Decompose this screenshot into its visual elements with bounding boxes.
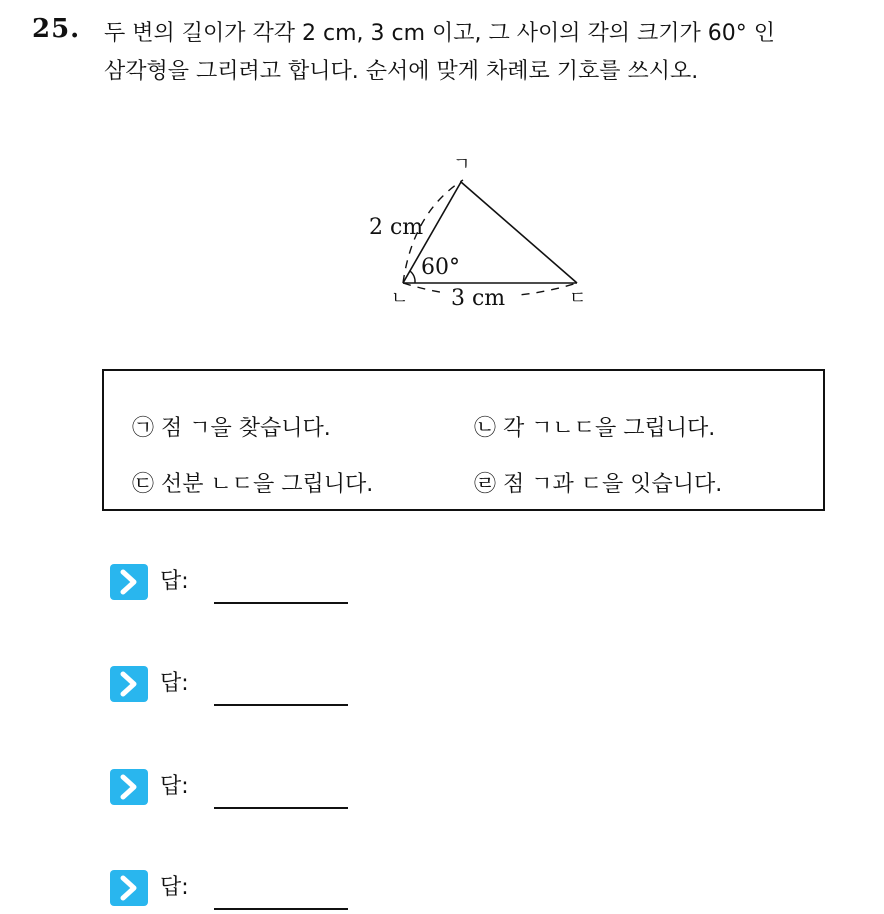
answer-blank[interactable] [214, 602, 348, 604]
answer-blank[interactable] [214, 807, 348, 809]
option-a: ㉠ 점 ㄱ을 찾습니다. [132, 416, 331, 441]
options-box [102, 369, 825, 511]
angle-label: 60° [421, 255, 460, 280]
answer-row [110, 562, 370, 606]
question-number: 25. [32, 14, 81, 44]
vertex-label-top: ㄱ [453, 154, 471, 175]
option-d: ㉣ 점 ㄱ과 ㄷ을 잇습니다. [474, 472, 723, 497]
answer-blank[interactable] [214, 908, 348, 910]
answer-row [110, 664, 370, 708]
answer-label: 답: [160, 875, 189, 900]
chevron-right-icon [110, 564, 148, 600]
answer-label: 답: [160, 569, 189, 594]
triangle-figure [355, 150, 595, 315]
question-text-line-2: 삼각형을 그리려고 합니다. 순서에 맞게 차례로 기호를 쓰시오. [104, 59, 699, 84]
side-bottom-label: 3 cm [451, 286, 506, 311]
answer-row [110, 767, 370, 811]
answer-label: 답: [160, 671, 189, 696]
answer-blank[interactable] [214, 704, 348, 706]
question-text-line-1: 두 변의 길이가 각각 2 cm, 3 cm 이고, 그 사이의 각의 크기가 60° 인 [104, 21, 775, 46]
chevron-right-icon [110, 666, 148, 702]
vertex-label-right: ㄷ [569, 288, 587, 309]
option-c: ㉢ 선분 ㄴㄷ을 그립니다. [132, 472, 374, 497]
answer-row [110, 868, 370, 912]
triangle-side-right [461, 182, 577, 283]
chevron-right-icon [110, 870, 148, 906]
chevron-right-icon [110, 769, 148, 805]
angle-arc [410, 271, 415, 283]
answer-label: 답: [160, 774, 189, 799]
side-left-label: 2 cm [369, 215, 424, 240]
option-b: ㉡ 각 ㄱㄴㄷ을 그립니다. [474, 416, 716, 441]
vertex-label-left: ㄴ [391, 288, 409, 309]
